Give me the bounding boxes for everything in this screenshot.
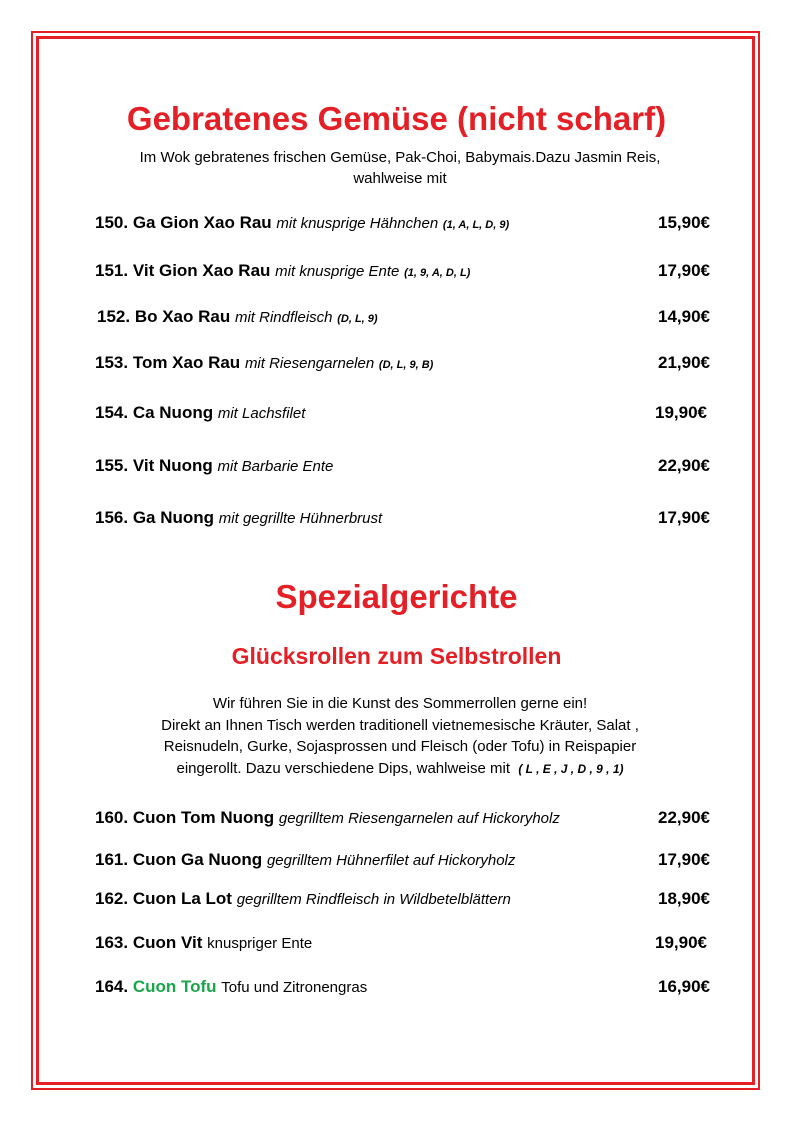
menu-item-153 [95, 353, 710, 373]
item-allergens: (1, A, L, D, 9) [442, 219, 510, 231]
section-description: Im Wok gebratenes frischen Gemüse, Pak-Choi, Babymais.Dazu Jasmin Reis, wahlweise mit [139, 149, 661, 187]
item-number: 151. [95, 261, 129, 280]
item-number: 152. [97, 307, 131, 326]
menu-item-156 [95, 508, 710, 528]
item-price: 22,90€ [658, 808, 710, 827]
item-description: gegrilltem Rindfleisch in Wildbetelblättern [236, 891, 511, 908]
item-number: 153. [95, 353, 129, 372]
item-description: mit Rindfleisch [234, 309, 333, 326]
item-name: Cuon La Lot [132, 889, 232, 908]
item-description: gegrilltem Hühnerfilet auf Hickoryholz [266, 852, 516, 869]
item-description: mit Lachsfilet [217, 405, 306, 422]
item-price: 16,90€ [658, 977, 710, 996]
intro-line: eingerollt. Dazu verschiedene Dips, wahlweise mit ( L , E , J , D , 9 , 1) [176, 759, 624, 777]
item-price: 15,90€ [658, 213, 710, 232]
item-name: Tom Xao Rau [132, 353, 241, 372]
item-name: Cuon Tom Nuong [132, 808, 275, 827]
section-title-spezialgerichte: Spezialgerichte [275, 578, 518, 615]
menu-item-152 [97, 307, 710, 327]
item-description: Tofu und Zitronengras [221, 979, 368, 996]
item-number: 160. [95, 808, 129, 827]
item-name: Ca Nuong [132, 403, 214, 422]
item-number: 155. [95, 456, 129, 475]
section-intro [110, 693, 690, 780]
item-description: mit Barbarie Ente [217, 458, 334, 475]
menu-item-160 [95, 808, 710, 828]
section-title-gebratenes-gemuese: Gebratenes Gemüse (nicht scharf) [126, 100, 667, 137]
item-allergens: (1, 9, A, D, L) [404, 267, 471, 279]
item-description: mit knusprige Ente [275, 263, 400, 280]
menu-item-161 [95, 850, 710, 870]
intro-allergens: ( L , E , J , D , 9 , 1) [518, 761, 624, 776]
item-description: mit gegrillte Hühnerbrust [218, 510, 383, 527]
item-price: 17,90€ [658, 508, 710, 527]
section-subtitle-gluecksrollen: Glücksrollen zum Selbstrollen [231, 643, 562, 669]
item-number: 154. [95, 403, 129, 422]
item-name: Ga Gion Xao Rau [132, 213, 272, 232]
item-description: mit Riesengarnelen [244, 355, 375, 372]
item-name: Cuon Tofu [132, 977, 217, 996]
item-allergens: (D, L, 9) [337, 313, 378, 325]
item-number: 163. [95, 933, 129, 952]
item-allergens: (D, L, 9, B) [378, 359, 434, 371]
item-description: knuspriger Ente [207, 935, 313, 952]
page-border-inner [36, 36, 755, 1085]
intro-line: Direkt an Ihnen Tisch werden traditionell vietnemesische Kräuter, Salat , [161, 716, 639, 734]
menu-item-150 [95, 213, 710, 233]
item-price: 19,90€ [655, 403, 707, 422]
item-name: Cuon Ga Nuong [132, 850, 263, 869]
item-price: 17,90€ [658, 850, 710, 869]
item-price: 19,90€ [655, 933, 707, 952]
menu-item-154 [95, 403, 710, 423]
item-name: Vit Gion Xao Rau [132, 261, 271, 280]
menu-item-151 [95, 261, 710, 281]
intro-line: Reisnudeln, Gurke, Sojasprossen und Fleisch (oder Tofu) in Reispapier [163, 738, 637, 755]
item-price: 21,90€ [658, 353, 710, 372]
item-description: gegrilltem Riesengarnelen auf Hickoryholz [278, 810, 560, 827]
item-name: Cuon Vit [132, 933, 203, 952]
menu-item-163 [95, 933, 710, 953]
item-price: 14,90€ [658, 307, 710, 326]
item-description: mit knusprige Hähnchen [276, 215, 439, 232]
item-price: 18,90€ [658, 889, 710, 908]
item-number: 162. [95, 889, 129, 908]
menu-item-164 [95, 977, 710, 997]
item-name: Bo Xao Rau [134, 307, 231, 326]
item-number: 156. [95, 508, 129, 527]
menu-item-155 [95, 456, 710, 476]
item-price: 17,90€ [658, 261, 710, 280]
item-name: Ga Nuong [132, 508, 215, 527]
item-number: 164. [95, 977, 129, 996]
menu-item-162 [95, 889, 710, 909]
item-price: 22,90€ [658, 456, 710, 475]
intro-line: Wir führen Sie in die Kunst des Sommerrollen gerne ein! [212, 695, 588, 712]
item-number: 150. [95, 213, 129, 232]
item-number: 161. [95, 850, 129, 869]
item-name: Vit Nuong [132, 456, 213, 475]
